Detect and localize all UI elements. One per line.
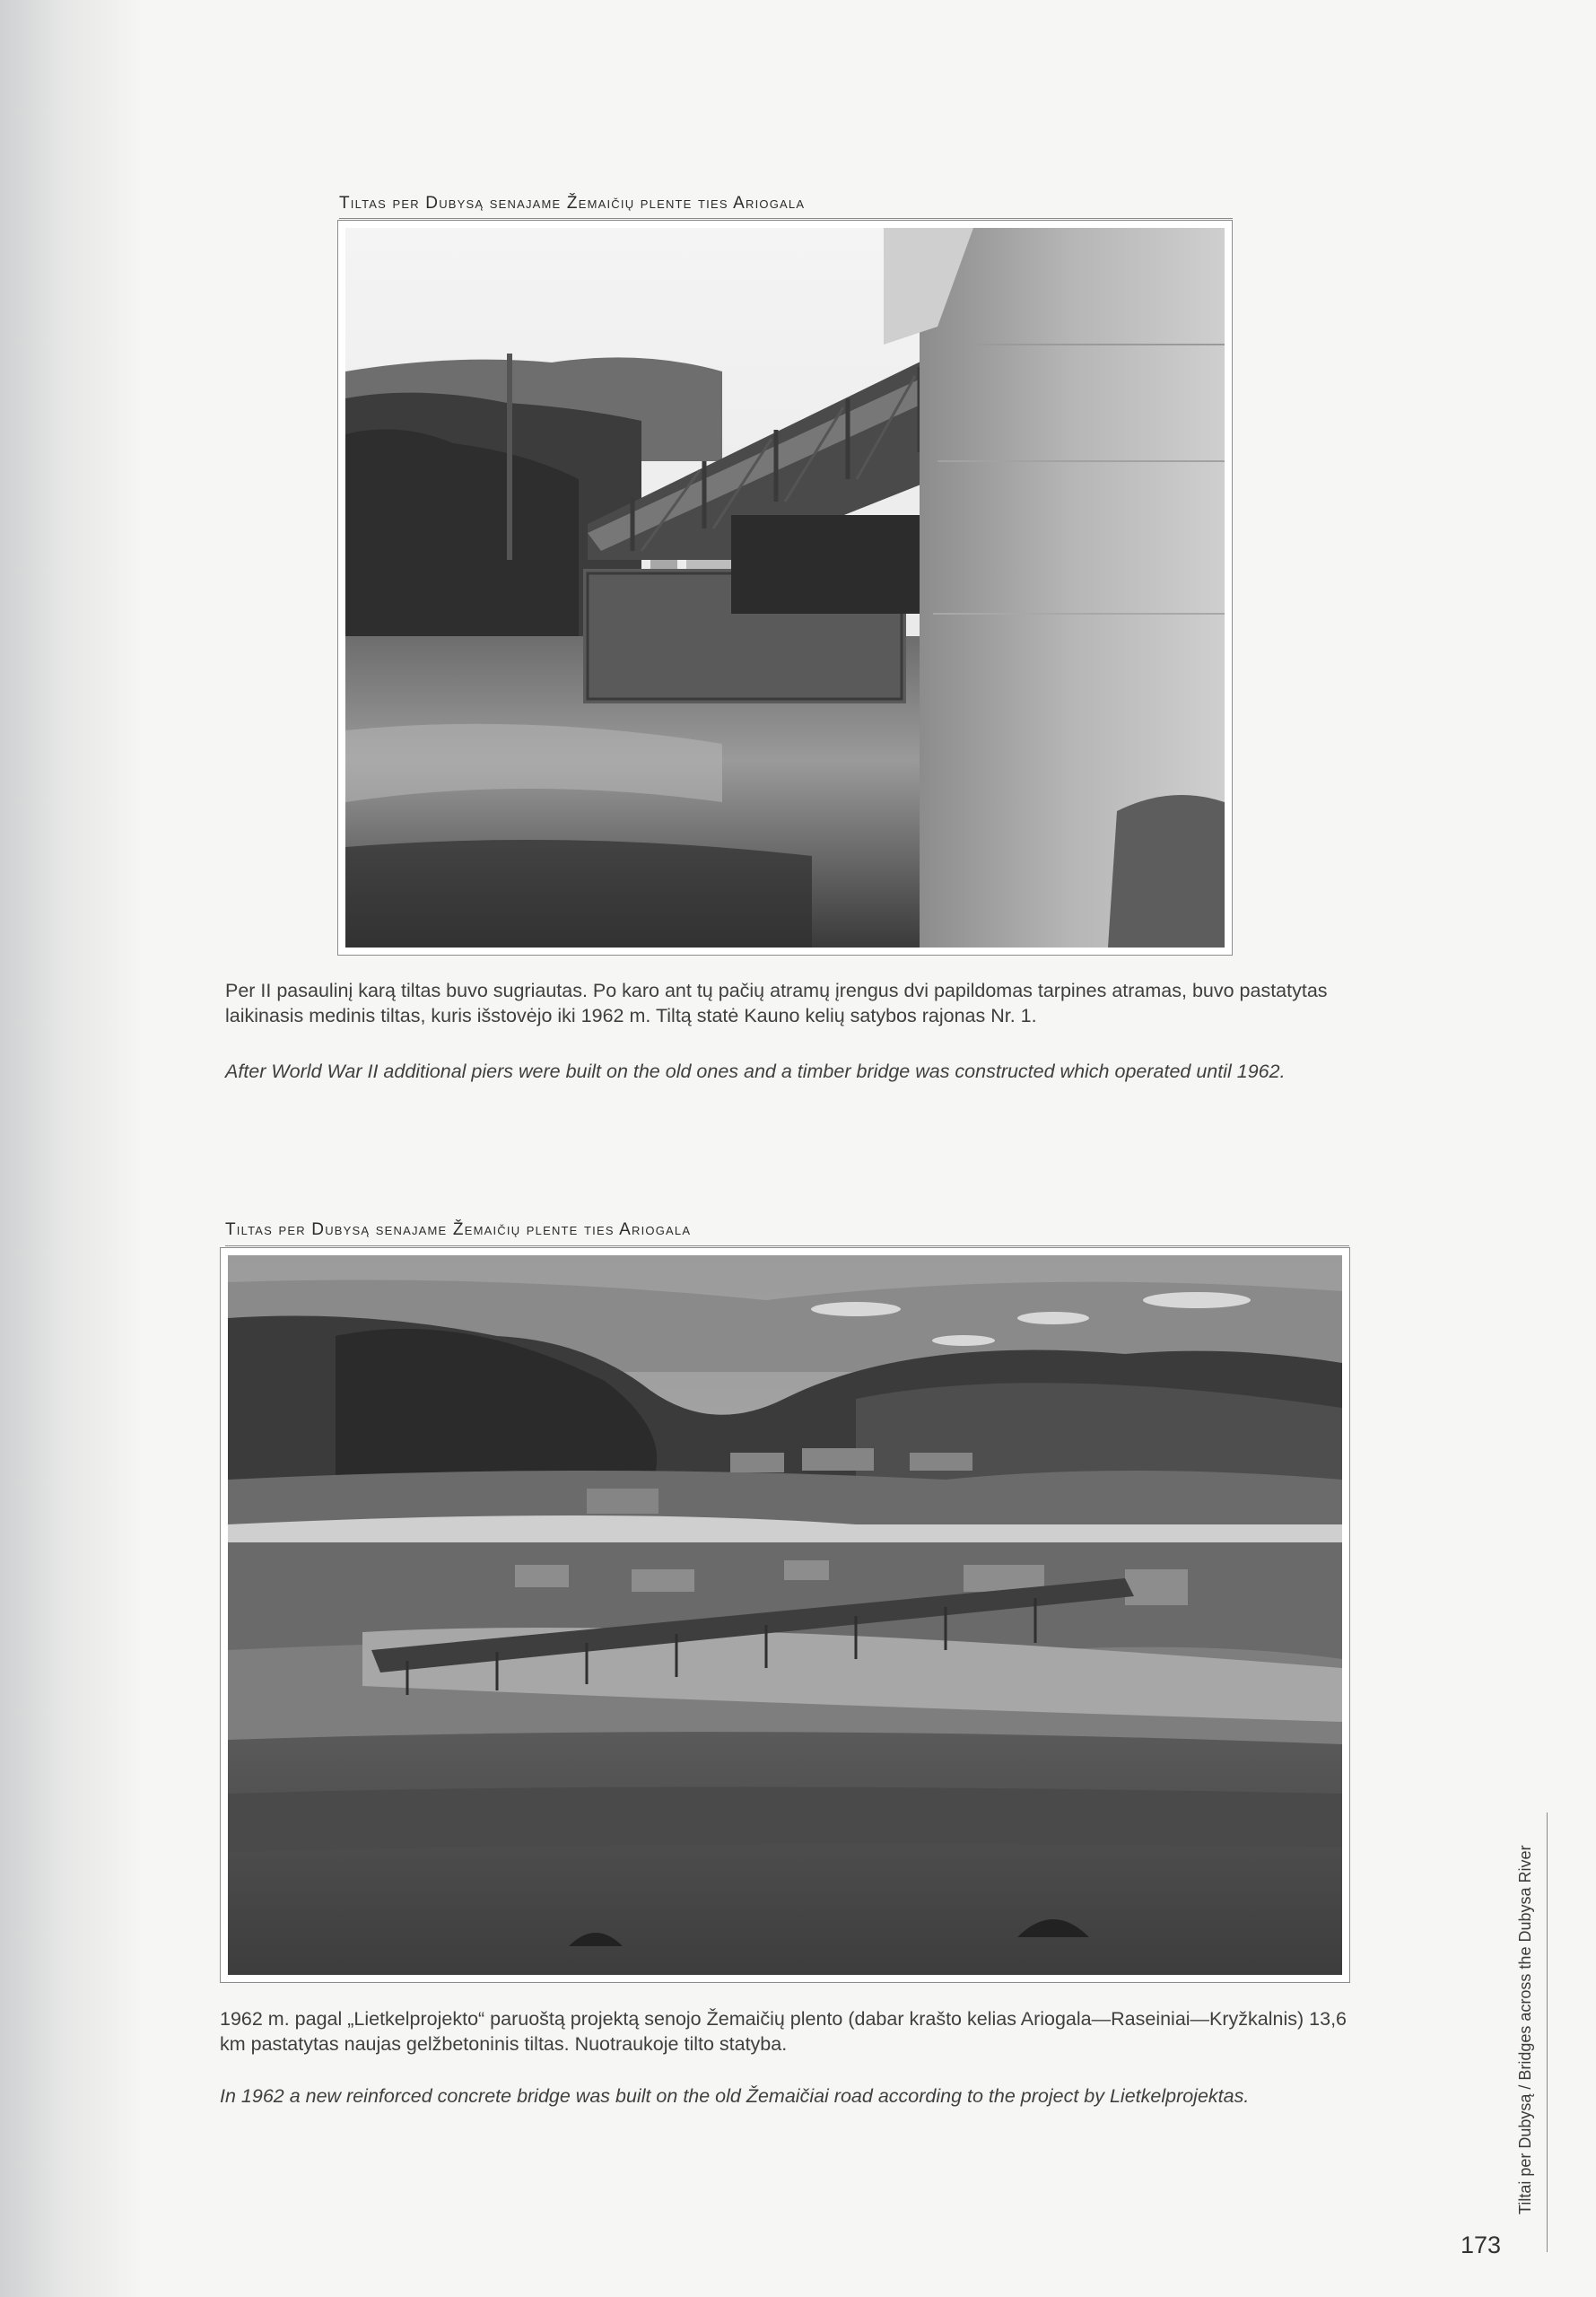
photo1-old-timber-bridge: [345, 228, 1225, 948]
running-title-rule: [1547, 1812, 1548, 2252]
page-number: 173: [1461, 2231, 1502, 2258]
photo1-title: Tiltas per Dubysą senajame Žemaičių plente ties Ariogala: [339, 194, 806, 213]
photo1-frame: [337, 220, 1233, 956]
photo2-caption-lt: 1962 m. pagal „Lietkelprojekto“ paruoštą projektą senojo Žemaičių plento (dabar krašto kelias Ariogala—Raseiniai—Kryžkalnis) 13,6 km pastatytas naujas gelžbetoninis tiltas. Nuotraukoje tilto statyba.: [220, 2008, 1347, 2055]
photo2-title-rule: [225, 1245, 1349, 1246]
page-gutter-shadow: [0, 0, 144, 2297]
photo2-caption-en: In 1962 a new reinforced concrete bridge was built on the old Žemaičiai road according to the project by Lietkelprojektas.: [220, 2085, 1250, 2107]
photo1-caption-en: After World War II additional piers were built on the old ones and a timber bridge was constructed which operated until 1962.: [225, 1061, 1286, 1082]
photo2-frame: [220, 1247, 1350, 1983]
photo1-caption-lt: Per II pasaulinį karą tiltas buvo sugriautas. Po karo ant tų pačių atramų įrengus dvi papildomas tarpines atramas, buvo pastatytas laikinasis medinis tiltas, kuris išstovėjo iki 1962 m. Tiltą statė Kauno kelių satybos rajonas Nr. 1.: [225, 980, 1328, 1026]
photo1-title-rule: [339, 218, 1233, 219]
photo2-title: Tiltas per Dubysą senajame Žemaičių plente ties Ariogala: [225, 1220, 692, 1239]
running-title-text: Tiltai per Dubysą / Bridges across the Dubysa River: [1516, 1845, 1534, 2214]
photo2-bridge-construction-landscape: [228, 1255, 1342, 1975]
